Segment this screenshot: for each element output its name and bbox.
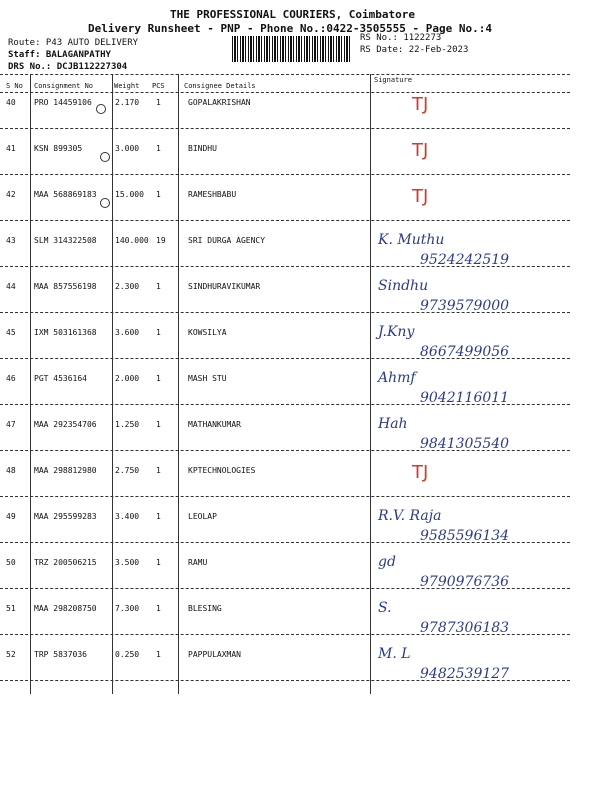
row-weight: 140.000 xyxy=(115,236,149,245)
column-divider xyxy=(178,74,179,694)
row-sno: 52 xyxy=(6,650,16,659)
row-sno: 51 xyxy=(6,604,16,613)
row-consignee: BLESING xyxy=(188,604,222,613)
row-consignee: KOWSILYA xyxy=(188,328,227,337)
row-sno: 41 xyxy=(6,144,16,153)
handwritten-phone-number: 9787306183 xyxy=(420,620,510,636)
row-weight: 3.600 xyxy=(115,328,140,337)
column-divider xyxy=(30,74,31,694)
row-consignee: MATHANKUMAR xyxy=(188,420,241,429)
handwritten-signature: TJ xyxy=(412,462,429,483)
row-weight: 15.000 xyxy=(115,190,144,199)
handwritten-phone-number: 8667499056 xyxy=(420,344,510,360)
header-bottom-rule xyxy=(0,92,570,93)
row-consignee: RAMU xyxy=(188,558,208,567)
col-header-signature: Signature xyxy=(374,76,412,84)
row-separator xyxy=(0,542,570,543)
row-weight: 0.250 xyxy=(115,650,140,659)
row-consignee: BINDHU xyxy=(188,144,217,153)
row-weight: 2.750 xyxy=(115,466,140,475)
route-label: Route: P43 AUTO DELIVERY xyxy=(8,38,139,48)
ink-circle-mark xyxy=(100,152,110,162)
row-consignment-no: TRZ 200506215 xyxy=(34,558,97,567)
row-pcs: 1 xyxy=(156,558,161,567)
row-pcs: 1 xyxy=(156,328,161,337)
row-separator xyxy=(0,266,570,267)
row-pcs: 1 xyxy=(156,190,161,199)
row-separator xyxy=(0,680,570,681)
row-consignee: RAMESHBABU xyxy=(188,190,237,199)
handwritten-signature: Sindhu xyxy=(378,278,429,294)
handwritten-signature: TJ xyxy=(412,94,429,115)
col-header-pcs: PCS xyxy=(152,82,165,90)
row-consignment-no: TRP 5837036 xyxy=(34,650,87,659)
row-pcs: 1 xyxy=(156,466,161,475)
row-consignment-no: PGT 4536164 xyxy=(34,374,87,383)
document-subtitle: Delivery Runsheet - PNP - Phone No.:0422-3505555 - Page No.:4 xyxy=(88,22,492,35)
row-weight: 1.250 xyxy=(115,420,140,429)
row-consignment-no: KSN 899305 xyxy=(34,144,83,153)
row-weight: 3.500 xyxy=(115,558,140,567)
handwritten-phone-number: 9524242519 xyxy=(420,252,510,268)
row-pcs: 1 xyxy=(156,282,161,291)
handwritten-signature: R.V. Raja xyxy=(378,508,442,524)
handwritten-signature: gd xyxy=(378,554,396,570)
row-consignee: MASH STU xyxy=(188,374,227,383)
table-top-rule xyxy=(0,74,570,75)
handwritten-signature: J.Kny xyxy=(378,324,415,340)
row-consignment-no: MAA 298208750 xyxy=(34,604,97,613)
row-separator xyxy=(0,588,570,589)
row-sno: 49 xyxy=(6,512,16,521)
row-consignee: SINDHURAVIKUMAR xyxy=(188,282,261,291)
col-header-weight: Weight xyxy=(114,82,140,90)
row-consignee: SRI DURGA AGENCY xyxy=(188,236,266,245)
document-title: THE PROFESSIONAL COURIERS, Coimbatore xyxy=(170,8,416,21)
handwritten-signature: Ahmf xyxy=(378,370,416,386)
handwritten-signature: TJ xyxy=(412,140,429,161)
row-consignee: GOPALAKRISHAN xyxy=(188,98,251,107)
row-separator xyxy=(0,220,570,221)
handwritten-signature: M. L xyxy=(378,646,411,662)
row-sno: 50 xyxy=(6,558,16,567)
row-consignment-no: MAA 295599283 xyxy=(34,512,97,521)
row-sno: 43 xyxy=(6,236,16,245)
row-pcs: 1 xyxy=(156,420,161,429)
row-sno: 42 xyxy=(6,190,16,199)
row-separator xyxy=(0,634,570,635)
row-weight: 3.000 xyxy=(115,144,140,153)
row-pcs: 1 xyxy=(156,144,161,153)
row-separator xyxy=(0,128,570,129)
handwritten-signature: K. Muthu xyxy=(378,232,445,248)
row-sno: 40 xyxy=(6,98,16,107)
row-sno: 47 xyxy=(6,420,16,429)
col-header-consignment: Consignment No xyxy=(34,82,94,90)
row-consignee: KPTECHNOLOGIES xyxy=(188,466,256,475)
row-consignment-no: MAA 298812980 xyxy=(34,466,97,475)
handwritten-phone-number: 9042116011 xyxy=(420,390,510,406)
ink-circle-mark xyxy=(96,104,106,114)
row-pcs: 19 xyxy=(156,236,166,245)
row-separator xyxy=(0,174,570,175)
row-separator xyxy=(0,358,570,359)
row-weight: 3.400 xyxy=(115,512,140,521)
row-sno: 45 xyxy=(6,328,16,337)
handwritten-phone-number: 9739579000 xyxy=(420,298,510,314)
row-separator xyxy=(0,312,570,313)
col-header-consignee: Consignee Details xyxy=(184,82,256,90)
row-pcs: 1 xyxy=(156,512,161,521)
row-consignment-no: PRO 14459106 xyxy=(34,98,92,107)
row-pcs: 1 xyxy=(156,604,161,613)
handwritten-phone-number: 9482539127 xyxy=(420,666,510,682)
handwritten-signature: Hah xyxy=(378,416,408,432)
row-pcs: 1 xyxy=(156,98,161,107)
row-consignee: PAPPULAXMAN xyxy=(188,650,241,659)
row-weight: 2.000 xyxy=(115,374,140,383)
handwritten-phone-number: 9841305540 xyxy=(420,436,510,452)
barcode-image xyxy=(232,36,352,62)
col-header-sno: S No xyxy=(6,82,23,90)
row-consignment-no: IXM 503161368 xyxy=(34,328,97,337)
column-divider xyxy=(112,74,113,694)
staff-label: Staff: BALAGANPATHY xyxy=(8,50,111,60)
row-separator xyxy=(0,404,570,405)
row-sno: 44 xyxy=(6,282,16,291)
row-separator xyxy=(0,496,570,497)
row-sno: 48 xyxy=(6,466,16,475)
handwritten-phone-number: 9790976736 xyxy=(420,574,510,590)
row-weight: 2.300 xyxy=(115,282,140,291)
handwritten-signature: S. xyxy=(378,600,392,616)
handwritten-signature: TJ xyxy=(412,186,429,207)
rs-date: RS Date: 22-Feb-2023 xyxy=(360,45,469,55)
drs-number: DRS No.: DCJB112227304 xyxy=(8,62,128,72)
row-pcs: 1 xyxy=(156,650,161,659)
row-consignment-no: SLM 314322508 xyxy=(34,236,97,245)
ink-circle-mark xyxy=(100,198,110,208)
row-consignment-no: MAA 292354706 xyxy=(34,420,97,429)
row-weight: 2.170 xyxy=(115,98,140,107)
row-sno: 46 xyxy=(6,374,16,383)
row-pcs: 1 xyxy=(156,374,161,383)
row-consignment-no: MAA 568869183 xyxy=(34,190,97,199)
rs-number: RS No.: 1122273 xyxy=(360,33,442,43)
row-weight: 7.300 xyxy=(115,604,140,613)
row-consignment-no: MAA 857556198 xyxy=(34,282,97,291)
row-consignee: LEOLAP xyxy=(188,512,217,521)
row-separator xyxy=(0,450,570,451)
handwritten-phone-number: 9585596134 xyxy=(420,528,510,544)
column-divider xyxy=(370,74,371,694)
